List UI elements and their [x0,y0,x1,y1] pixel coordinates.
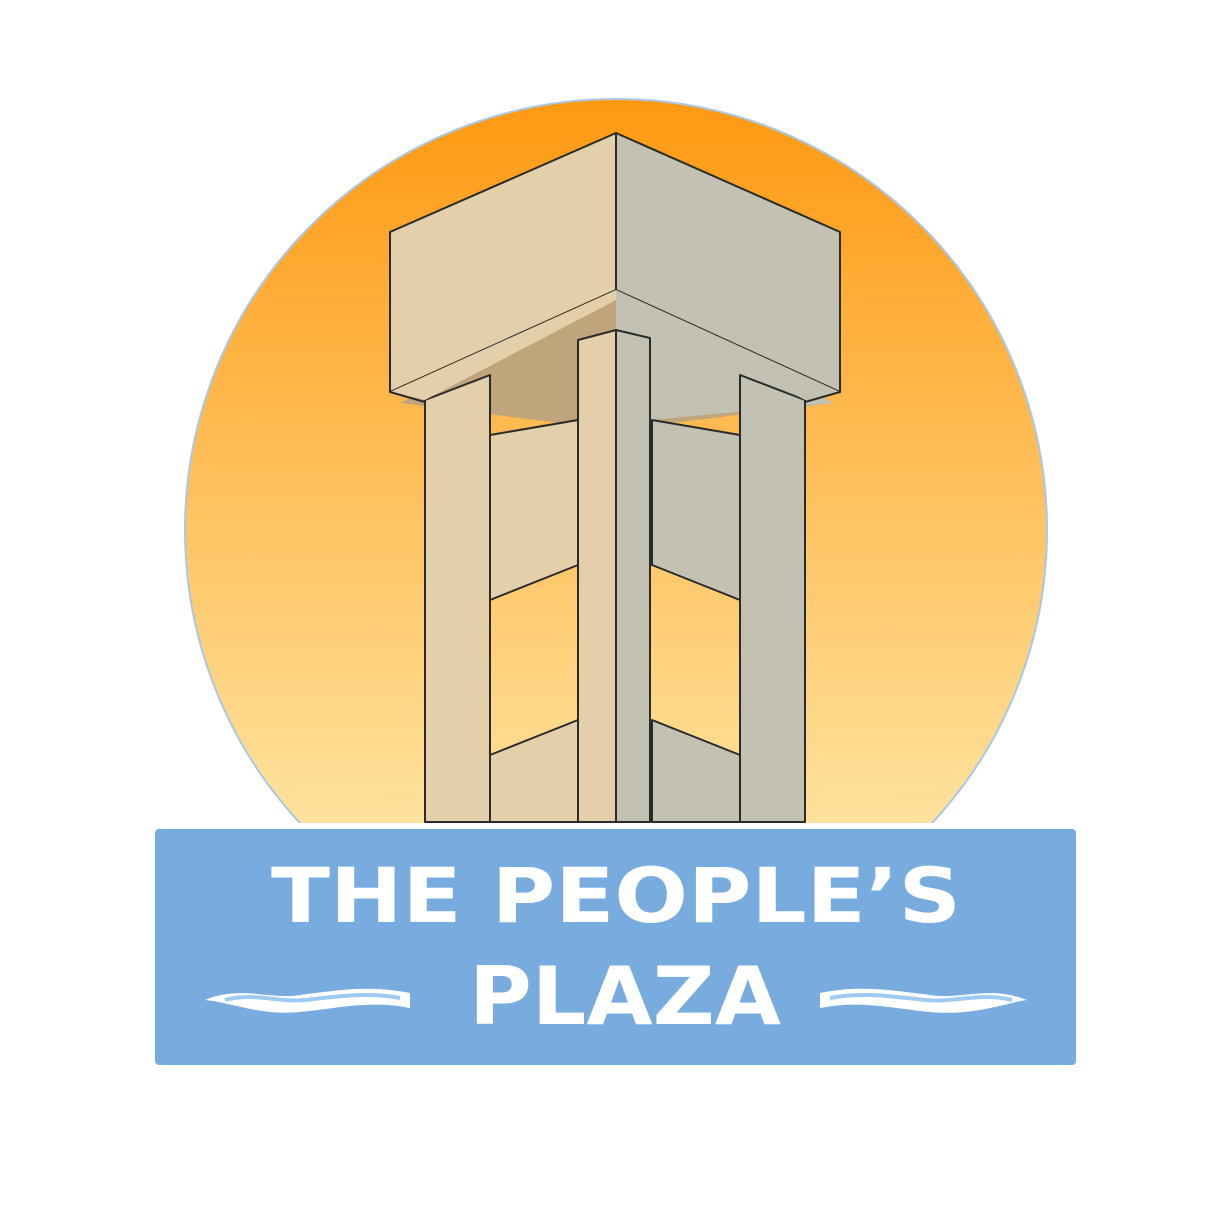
title-line-2: PLAZA [469,950,782,1043]
water-tower-icon [390,133,840,822]
title-line-1: THE PEOPLE’S [271,851,961,940]
